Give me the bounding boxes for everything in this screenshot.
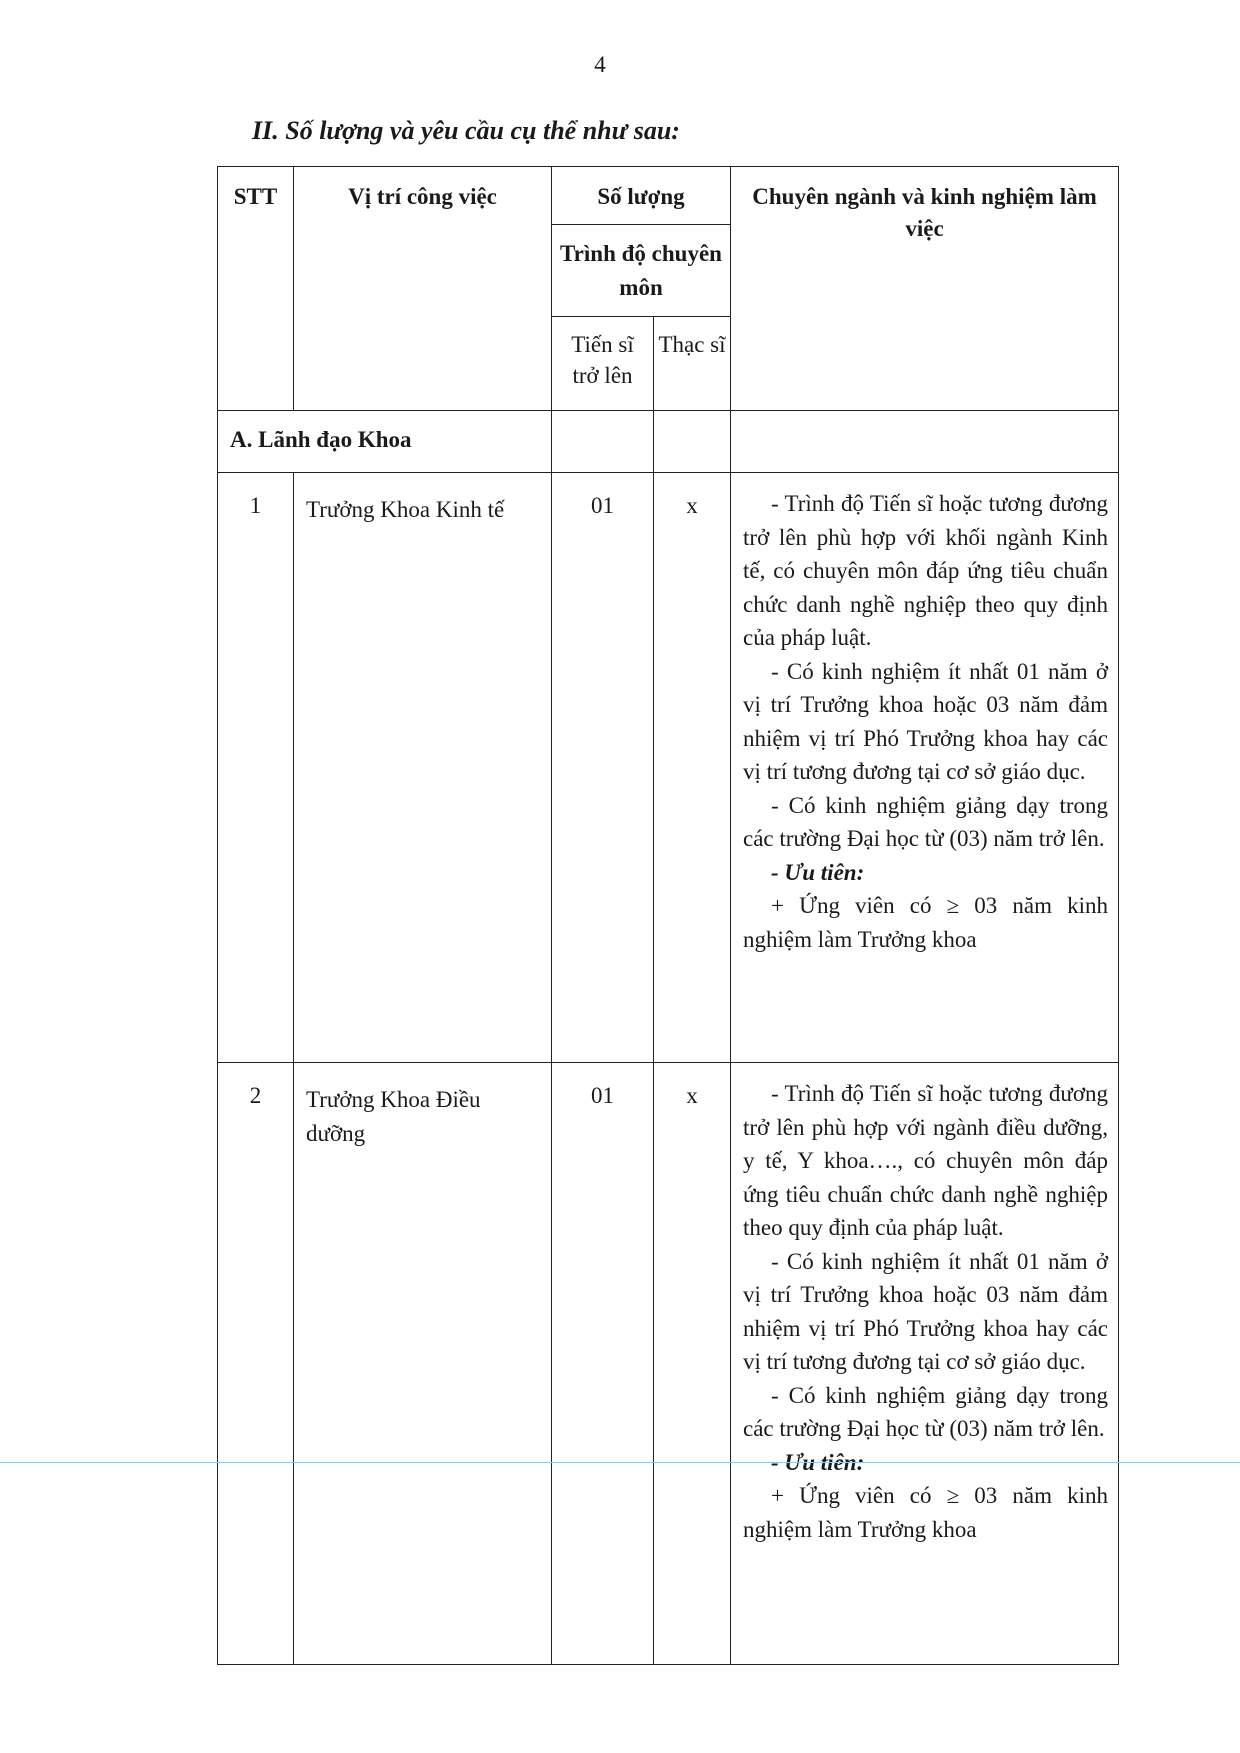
requirement-text: - Có kinh nghiệm ít nhất 01 năm ở vị trí Trưởng khoa hoặc 03 năm đảm nhiệm vị trí Phó Trưởng khoa hay các vị trí tương đương tại cơ sở giáo dục.	[743, 1248, 1109, 1374]
requirement-text: - Có kinh nghiệm giảng dạy trong các trường Đại học từ (03) năm trở lên.	[743, 1382, 1109, 1441]
group-a-empty-cell	[731, 411, 1119, 473]
requirement-text: - Có kinh nghiệm giảng dạy trong các trường Đại học từ (03) năm trở lên.	[743, 792, 1109, 851]
page-number: 4	[594, 52, 606, 77]
requirement-text: - Trình độ Tiến sĩ hoặc tương đương trở lên phù hợp với khối ngành Kinh tế, có chuyên môn đáp ứng tiêu chuẩn chức danh nghề nghiệp theo quy định của pháp luật.	[743, 491, 1109, 650]
row-requirements	[731, 1063, 1119, 1665]
recruitment-table	[217, 166, 1119, 1665]
priority-label: - Ưu tiên:	[771, 859, 865, 885]
group-a-title: A. Lãnh đạo Khoa	[218, 411, 552, 473]
table-row	[218, 1063, 1119, 1665]
row-position: Trưởng Khoa Kinh tế	[294, 473, 552, 1063]
group-a-empty-cell	[552, 411, 654, 473]
table-row	[218, 473, 1119, 1063]
section-title: II. Số lượng và yêu cầu cụ thể như sau:	[252, 116, 680, 145]
priority-label: - Ưu tiên:	[771, 1449, 865, 1475]
row-master: x	[654, 473, 731, 1063]
row-stt: 2	[218, 1063, 294, 1665]
priority-text: + Ứng viên có ≥ 03 năm kinh nghiệm làm Trưởng khoa	[743, 1483, 1109, 1542]
requirement-text: - Trình độ Tiến sĩ hoặc tương đương trở lên phù hợp với ngành điều dưỡng, y tế, Y khoa…., có chuyên môn đáp ứng tiêu chuẩn chức danh nghề nghiệp theo quy định của pháp luật.	[743, 1081, 1109, 1240]
row-position: Trưởng Khoa Điều dưỡng	[294, 1063, 552, 1665]
row-master: x	[654, 1063, 731, 1665]
row-stt: 1	[218, 473, 294, 1063]
header-phd: Tiến sĩ trở lên	[552, 317, 654, 411]
header-stt: STT	[218, 167, 294, 411]
header-master: Thạc sĩ	[654, 317, 731, 411]
header-quantity: Số lượng	[552, 167, 731, 225]
requirement-text: - Có kinh nghiệm ít nhất 01 năm ở vị trí Trưởng khoa hoặc 03 năm đảm nhiệm vị trí Phó Trưởng khoa hay các vị trí tương đương tại cơ sở giáo dục.	[743, 658, 1109, 784]
header-requirements: Chuyên ngành và kinh nghiệm làm việc	[731, 167, 1119, 411]
row-phd: 01	[552, 1063, 654, 1665]
row-requirements	[731, 473, 1119, 1063]
group-a-empty-cell	[654, 411, 731, 473]
row-phd: 01	[552, 473, 654, 1063]
priority-text: + Ứng viên có ≥ 03 năm kinh nghiệm làm Trưởng khoa	[743, 893, 1109, 952]
scan-guide-line	[0, 1462, 1240, 1463]
header-position: Vị trí công việc	[294, 167, 552, 411]
header-qualification: Trình độ chuyên môn	[552, 225, 731, 317]
